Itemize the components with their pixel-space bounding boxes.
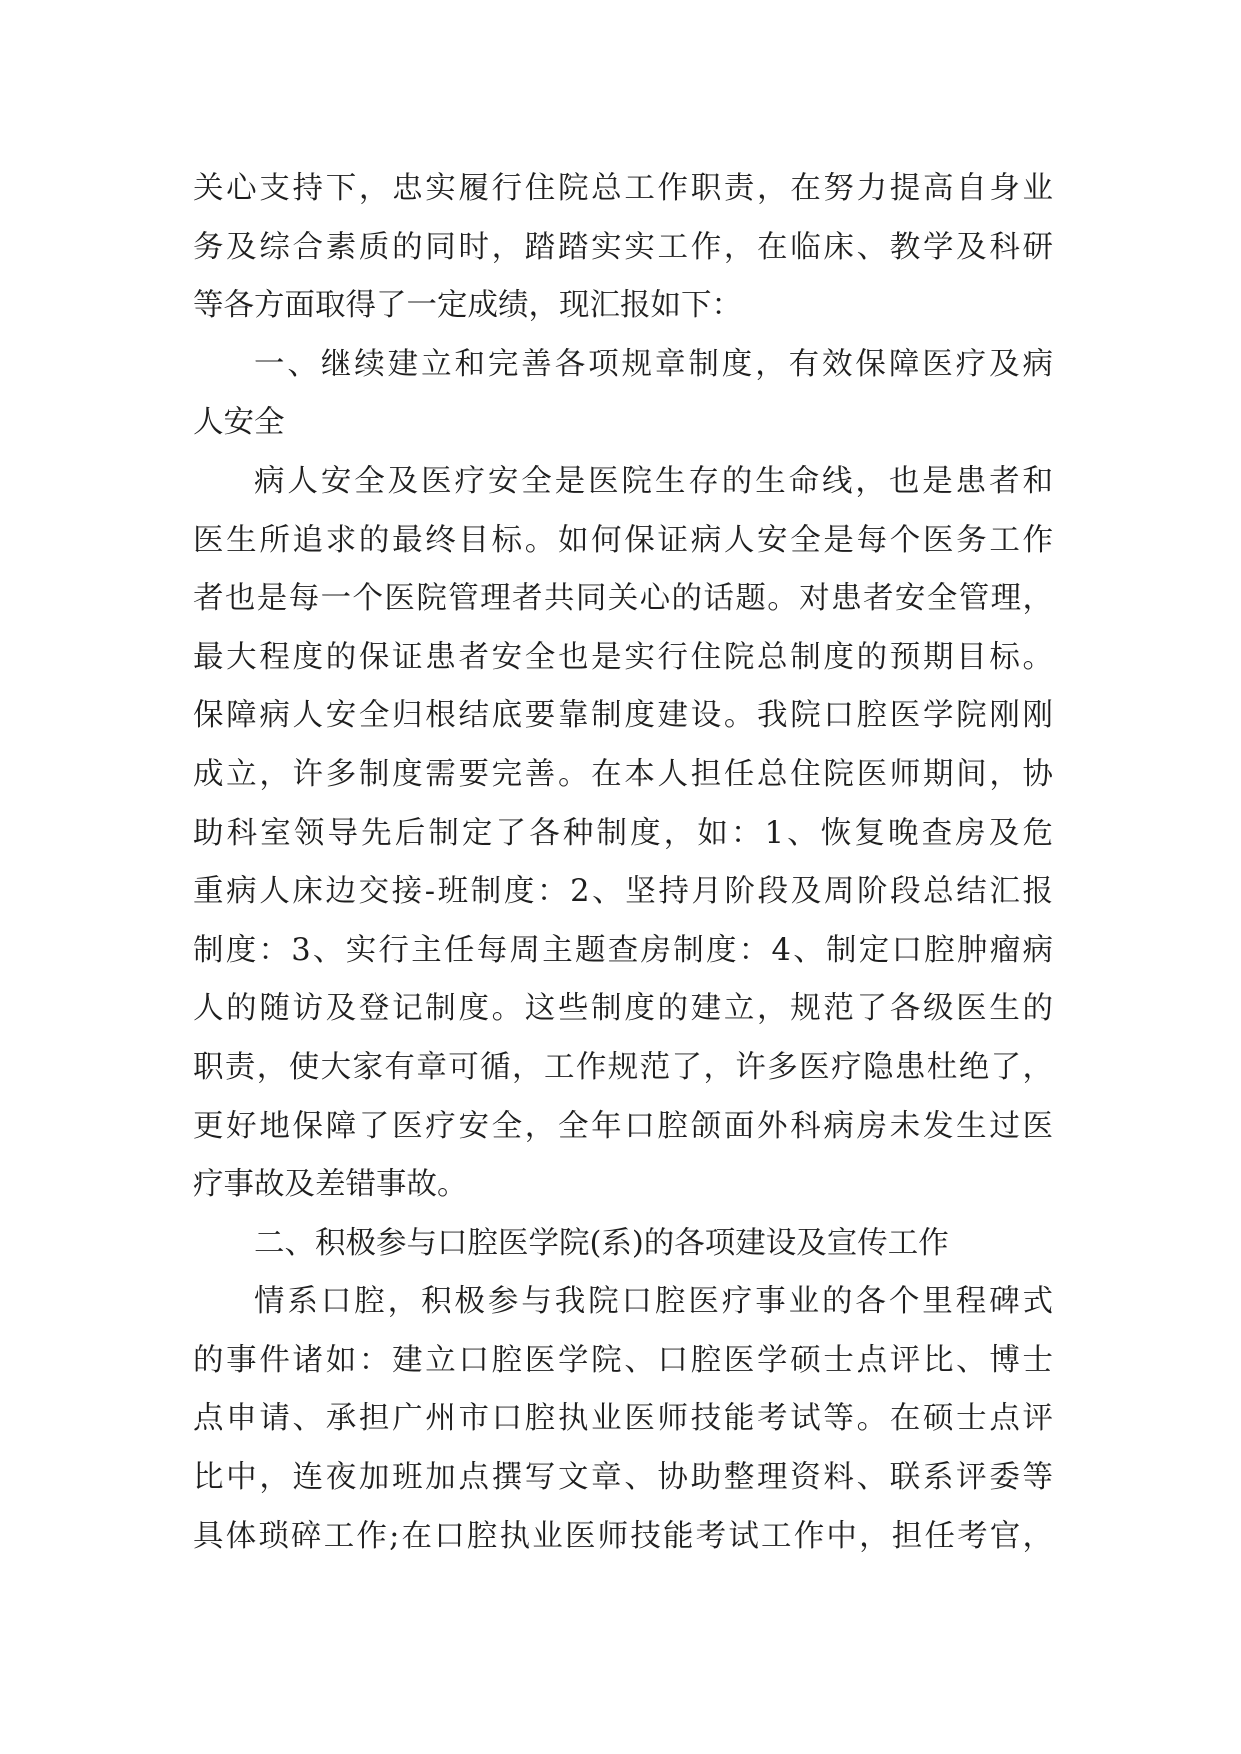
text-line: 务及综合素质的同时，踏踏实实工作，在临床、教学及科研 (193, 229, 1053, 265)
text-line: 重病人床边交接-班制度：2、坚持月阶段及周阶段总结汇报 (193, 874, 1053, 910)
text-line: 者也是每一个医院管理者共同关心的话题。对患者安全管理， (193, 581, 1053, 617)
text-line: 成立，许多制度需要完善。在本人担任总住院医师期间，协 (193, 756, 1053, 792)
section-heading: 二、积极参与口腔医学院(系)的各项建设及宣传工作 (254, 1225, 949, 1261)
section-heading: 一、继续建立和完善各项规章制度，有效保障医疗及病 (254, 346, 1053, 382)
text-line: 疗事故及差错事故。 (193, 1167, 468, 1203)
text-line: 最大程度的保证患者安全也是实行住院总制度的预期目标。 (193, 639, 1053, 675)
text-line: 具体琐碎工作;在口腔执业医师技能考试工作中，担任考官， (193, 1518, 1053, 1554)
text-line: 关心支持下，忠实履行住院总工作职责，在努力提高自身业 (193, 171, 1053, 206)
text-line: 人的随访及登记制度。这些制度的建立，规范了各级医生的 (193, 991, 1053, 1027)
text-line: 制度：3、实行主任每周主题查房制度：4、制定口腔肿瘤病 (193, 932, 1053, 968)
text-line: 点申请、承担广州市口腔执业医师技能考试等。在硕士点评 (193, 1401, 1053, 1437)
section-heading-continued: 人安全 (193, 405, 285, 441)
text-line: 等各方面取得了一定成绩，现汇报如下： (193, 288, 742, 324)
document-body (193, 160, 1053, 1566)
text-line: 保障病人安全归根结底要靠制度建设。我院口腔医学院刚刚 (193, 698, 1053, 734)
text-line: 情系口腔，积极参与我院口腔医疗事业的各个里程碑式 (254, 1284, 1053, 1320)
text-line: 更好地保障了医疗安全，全年口腔颌面外科病房未发生过医 (193, 1108, 1053, 1144)
text-line: 的事件诸如：建立口腔医学院、口腔医学硕士点评比、博士 (193, 1342, 1053, 1378)
text-line: 助科室领导先后制定了各种制度，如：1、恢复晚查房及危 (193, 815, 1053, 851)
text-line: 病人安全及医疗安全是医院生存的生命线，也是患者和 (254, 463, 1053, 499)
text-line: 比中，连夜加班加点撰写文章、协助整理资料、联系评委等 (193, 1460, 1053, 1496)
text-line: 职责，使大家有章可循，工作规范了，许多医疗隐患杜绝了， (193, 1049, 1053, 1085)
text-line: 医生所追求的最终目标。如何保证病人安全是每个医务工作 (193, 522, 1053, 558)
